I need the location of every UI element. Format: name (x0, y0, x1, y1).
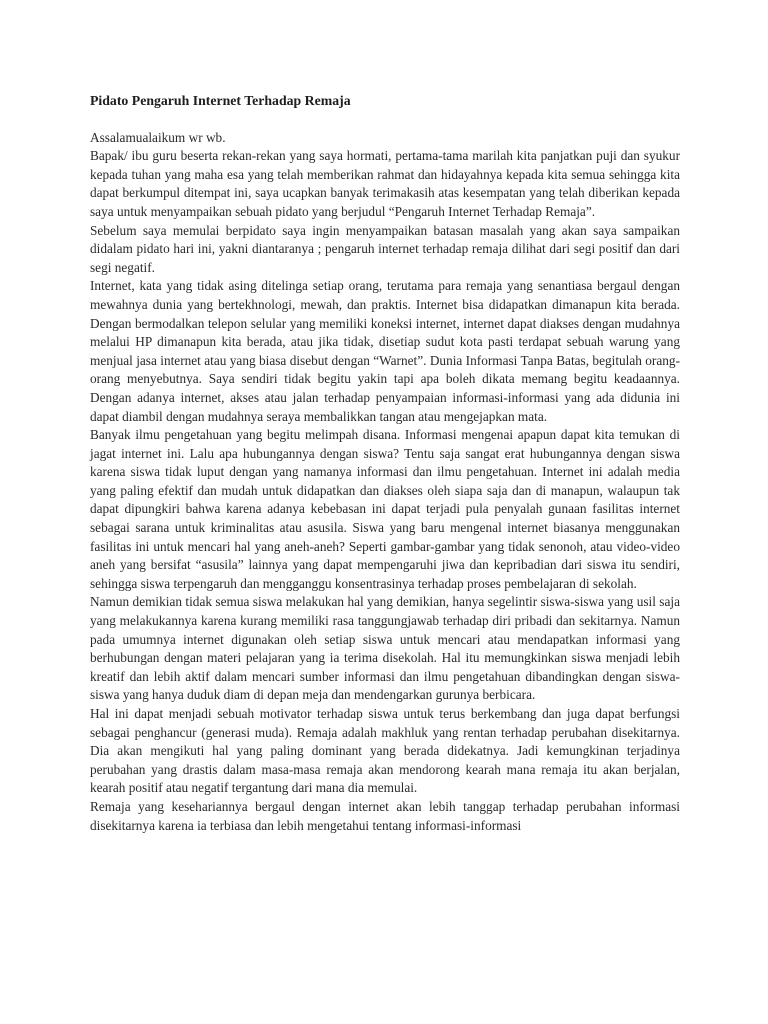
greeting-line: Assalamualaikum wr wb. (90, 129, 226, 145)
paragraph: Hal ini dapat menjadi sebuah motivator terhadap siswa untuk terus berkembang dan juga dapat berfungsi sebagai penghancur (generasi muda). Remaja adalah makhluk yang rentan terhadap perubahan disekitarnya. Dia akan mengikuti hal yang paling dominant yang berada didekatnya. Jadi kemungkinan terjadinya perubahan yang drastis dalam masa-masa remaja akan mendorong kearah mana remaja itu akan berjalan, kearah positif atau negatif tergantung dari mana dia memulai. (90, 706, 680, 796)
paragraph: Banyak ilmu pengetahuan yang begitu melimpah disana. Informasi mengenai apapun dapat kita temukan di jagat internet ini. Lalu apa hubungannya dengan siswa? Tentu saja sangat erat hubungannya dengan siswa karena siswa tidak luput dengan yang namanya informasi dan ilmu pengetahuan. Internet ini adalah media yang paling efektif dan mudah untuk didapatkan dan diakses oleh siapa saja dan di manapun, walaupun tak dapat dipungkiri bahwa karena adanya kebebasan ini dapat terjadi pula penyalah gunaan fasilitas internet sebagai sarana untuk kriminalitas atau asusila. Siswa yang baru mengenal internet biasanya menggunakan fasilitas ini untuk mencari hal yang aneh-aneh? Seperti gambar-gambar yang tidak senonoh, atau video-video aneh yang bersifat “asusila” lainnya yang dapat mempengaruhi jiwa dan kepribadian dari siswa itu sendiri, sehingga siswa terpengaruh dan mengganggu konsentrasinya terhadap proses pembelajaran di sekolah. (90, 427, 680, 591)
paragraph: Remaja yang kesehariannya bergaul dengan internet akan lebih tanggap terhadap perubahan informasi disekitarnya karena ia terbiasa dan lebih mengetahui tentang informasi-informasi (90, 798, 680, 833)
paragraph: Sebelum saya memulai berpidato saya ingin menyampaikan batasan masalah yang akan saya sampaikan didalam pidato hari ini, yakni diantaranya ; pengaruh internet terhadap remaja dilihat dari segi positif dan dari segi negatif. (90, 222, 680, 275)
paragraph: Bapak/ ibu guru beserta rekan-rekan yang saya hormati, pertama-tama marilah kita panjatkan puji dan syukur kepada tuhan yang maha esa yang telah memberikan rahmat dan hidayahnya kepada kita semua sehingga kita dapat berkumpul ditempat ini, saya ucapkan banyak terimakasih atas kesempatan yang telah diberikan kepada saya untuk menyampaikan sebuah pidato yang berjudul “Pengaruh Internet Terhadap Remaja”. (90, 148, 680, 219)
paragraph: Internet, kata yang tidak asing ditelinga setiap orang, terutama para remaja yang senantiasa bergaul dengan mewahnya dunia yang bertekhnologi, mewah, dan praktis. Internet bisa didapatkan dimanapun kita berada. Dengan bermodalkan telepon selular yang memiliki koneksi internet, internet dapat diakses dengan mudahnya melalui HP dimanapun kita berada, atau jika tidak, disetiap sudut kota pasti terdapat sebuah warung yang menjual jasa internet atau yang biasa disebut dengan “Warnet”. Dunia Informasi Tanpa Batas, begitulah orang-orang menyebutnya. Saya sendiri tidak begitu yakin tapi apa boleh dikata memang begitu keadaannya. Dengan adanya internet, akses atau jalan terhadap penyampaian informasi-informasi yang ada diduniа ini dapat diambil dengan mudahnya seraya membalikkan tangan atau mengejapkan mata. (90, 278, 680, 424)
document-title: Pidato Pengaruh Internet Terhadap Remaja (90, 93, 351, 108)
document-page (90, 92, 680, 835)
paragraph: Namun demikian tidak semua siswa melakukan hal yang demikian, hanya segelintir siswa-siswa yang usil saja yang melakukannya karena kurang memiliki rasa tanggungjawab terhadap diri pribadi dan sekitarnya. Namun pada umumnya internet digunakan oleh setiap siswa untuk mencari atau mendapatkan informasi yang berhubungan dengan materi pelajaran yang ia terima disekolah. Hal itu memungkinkan siswa menjadi lebih kreatif dan lebih aktif dalam mencari sumber informasi dan ilmu pengetahuan dibandingkan dengan siswa-siswa yang hanya duduk diam di depan meja dan mendengarkan gurunya berbicara. (90, 594, 680, 703)
